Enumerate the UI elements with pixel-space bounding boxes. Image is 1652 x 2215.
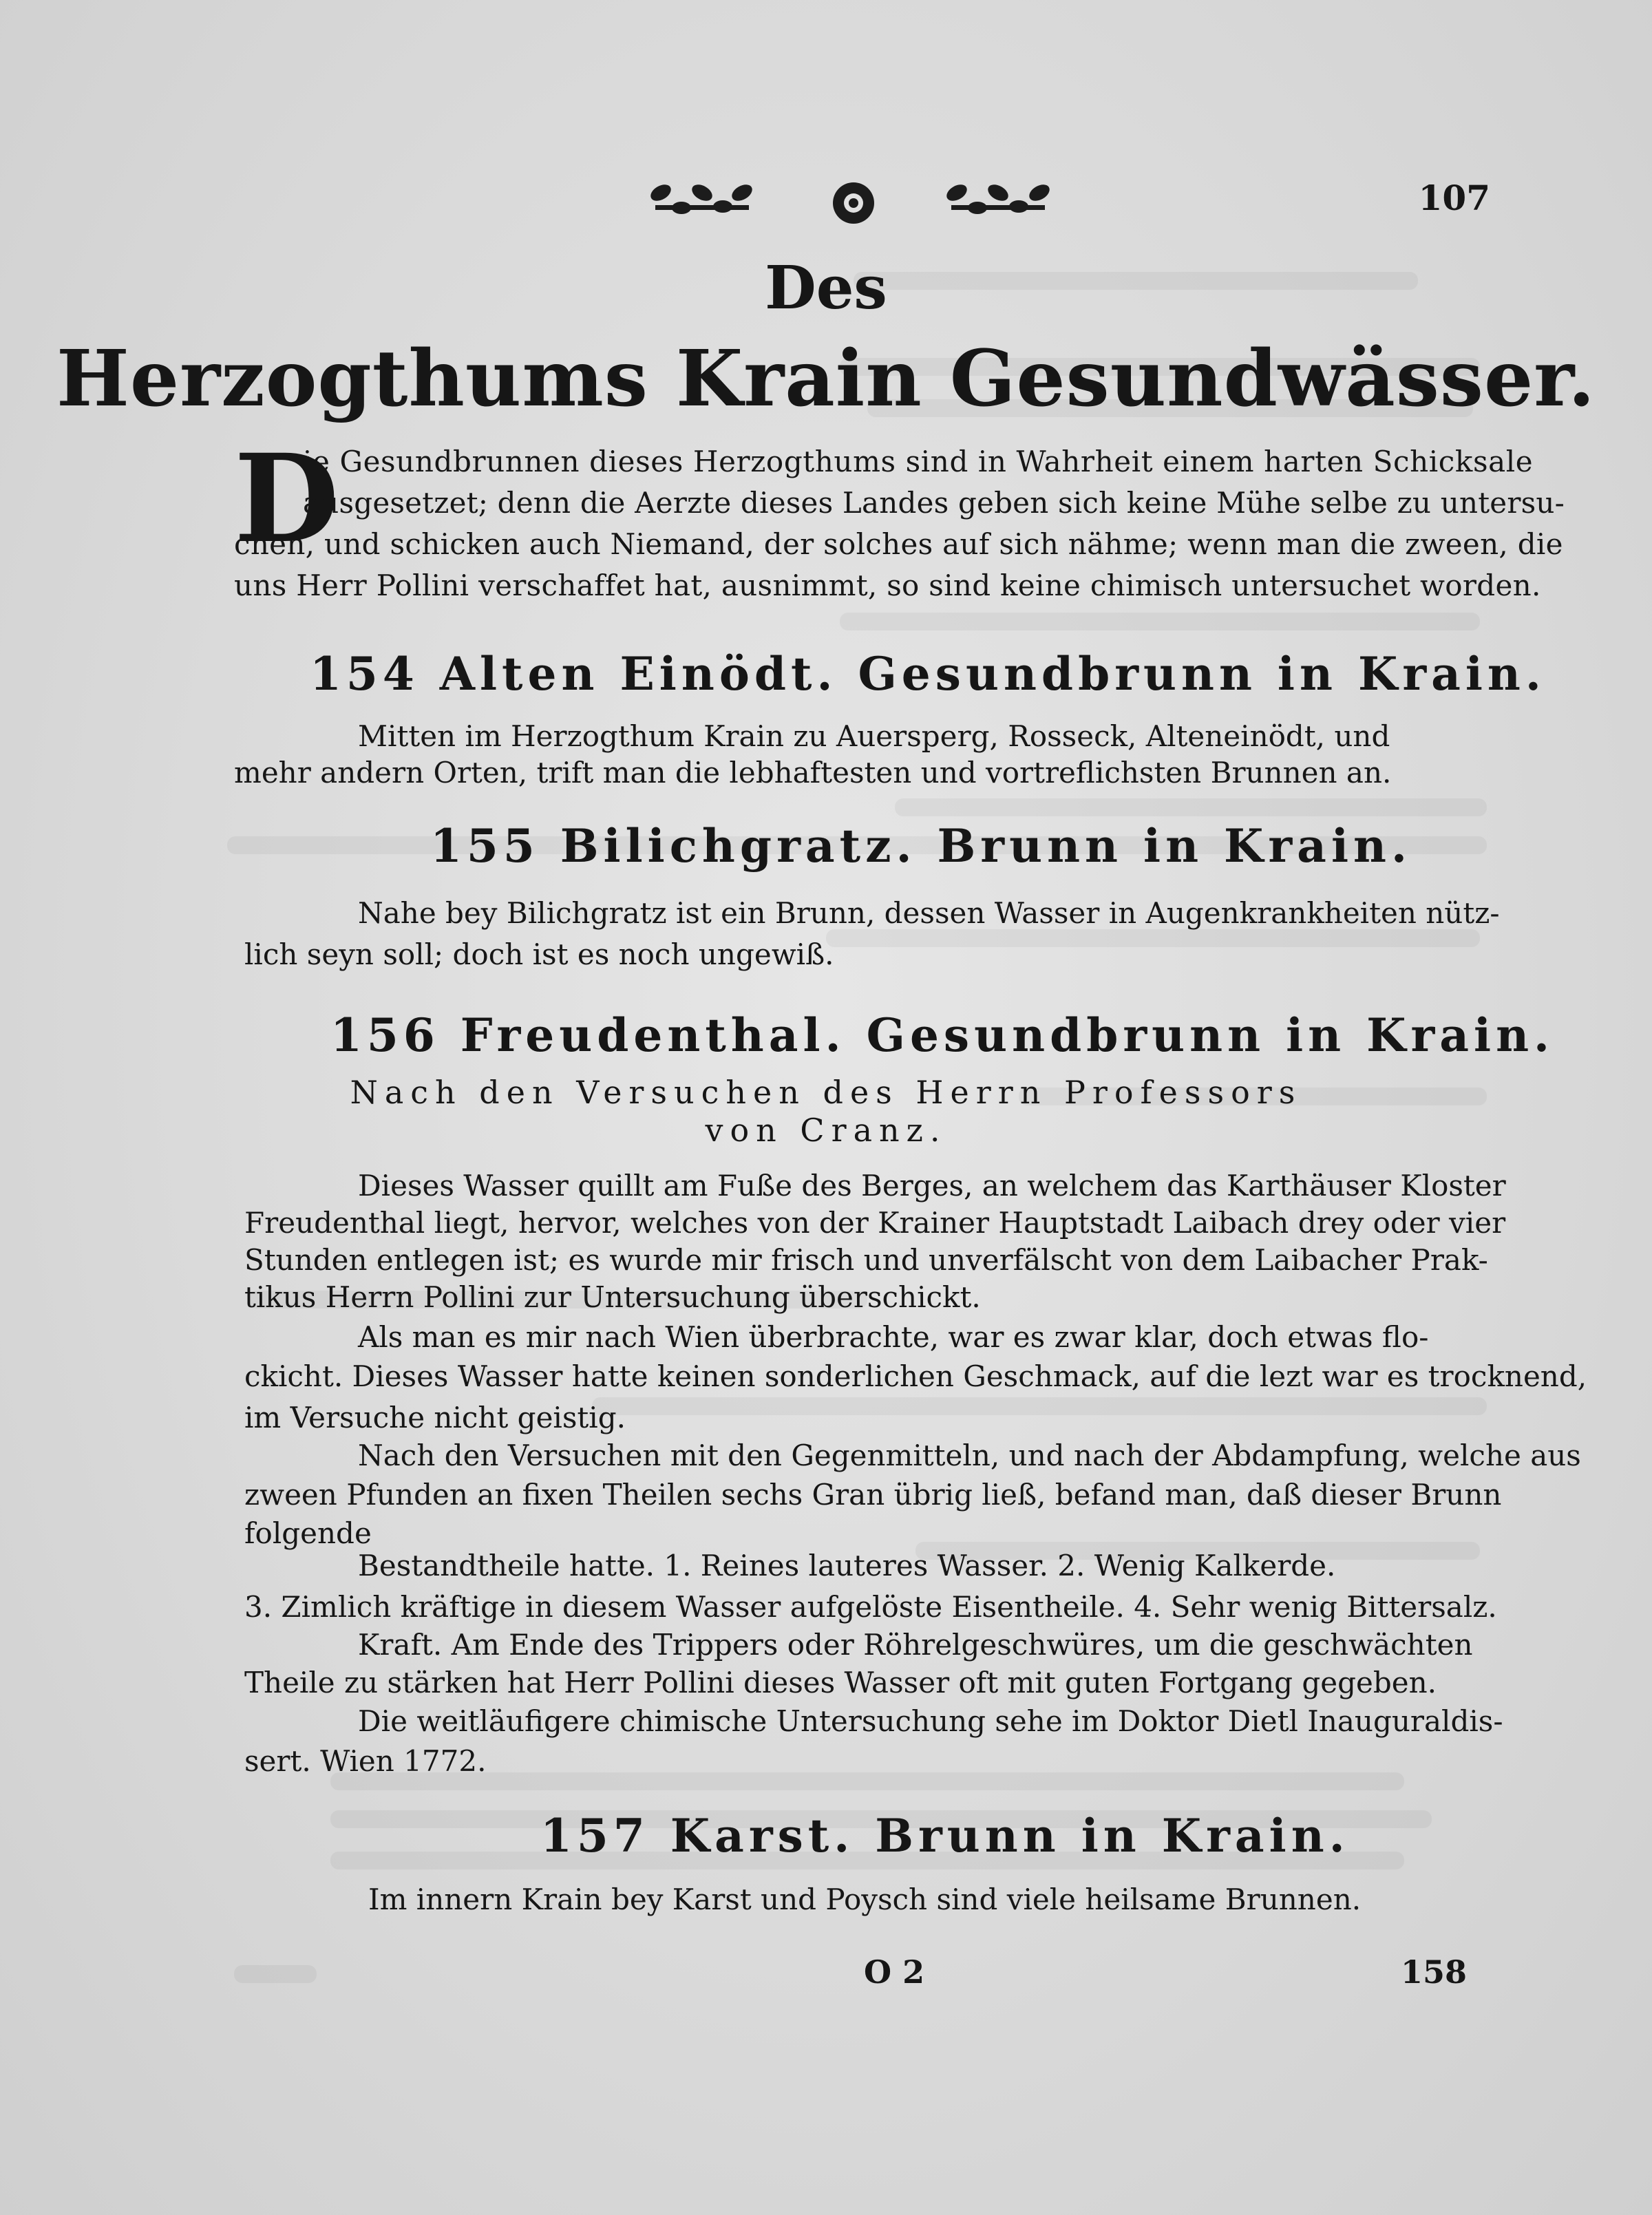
- text-line: Als man es mir nach Wien überbrachte, war es zwar klar, doch etwas flo-: [358, 1320, 1429, 1354]
- text-line: folgende: [244, 1516, 372, 1550]
- text-line: tikus Herrn Pollini zur Untersuchung überschickt.: [244, 1280, 981, 1314]
- text-line: mehr andern Orten, trift man die lebhaftesten und vortreflichsten Brunnen an.: [234, 756, 1392, 789]
- text-line: ausgesetzet; denn die Aerzte dieses Landes geben sich keine Mühe selbe zu untersu-: [303, 486, 1565, 520]
- text-line: Mitten im Herzogthum Krain zu Auersperg, Rosseck, Alteneinödt, und: [358, 719, 1390, 753]
- page-number: 107: [1418, 178, 1490, 218]
- text-line: Im innern Krain bey Karst und Poysch sind viele heilsame Brunnen.: [368, 1883, 1362, 1916]
- left-fleuron-icon: [648, 181, 755, 214]
- text-line: ckicht. Dieses Wasser hatte keinen sonderlichen Geschmack, auf die lezt war es trocknend,: [244, 1359, 1587, 1393]
- section-subheading: Nach den Versuchen des Herrn Professors: [350, 1074, 1302, 1111]
- text-line: Nach den Versuchen mit den Gegenmitteln, und nach der Abdampfung, welche aus: [358, 1439, 1581, 1472]
- headpiece-ornament: [647, 165, 1074, 241]
- text-line: ie Gesundbrunnen dieses Herzogthums sind in Wahrheit einem harten Schicksale: [303, 445, 1534, 478]
- intro-paragraph: [234, 427, 1565, 613]
- text-line: im Versuche nicht geistig.: [244, 1401, 626, 1434]
- text-line: chen, und schicken auch Niemand, der solches auf sich nähme; wenn man die zween, die: [234, 527, 1563, 561]
- drop-cap: D: [234, 427, 339, 570]
- text-line: sert. Wien 1772.: [244, 1744, 487, 1778]
- signature-mark: O 2: [864, 1953, 925, 1991]
- right-fleuron-icon: [944, 181, 1052, 214]
- title-line-1: Des: [765, 253, 887, 323]
- section-heading-155: 155 Bilichgratz. Brunn in Krain.: [430, 819, 1412, 873]
- text-line: zween Pfunden an fixen Theilen sechs Gran übrig ließ, befand man, daß dieser Brunn: [244, 1478, 1502, 1512]
- rosette-icon: [833, 182, 874, 224]
- text-line: Stunden entlegen ist; es wurde mir frisch und unverfälscht von dem Laibacher Prak-: [244, 1243, 1488, 1277]
- text-line: Freudenthal liegt, hervor, welches von der Krainer Hauptstadt Laibach drey oder vier: [244, 1206, 1506, 1240]
- text-line: lich seyn soll; doch ist es noch ungewiß.: [244, 937, 834, 971]
- title-line-2: Herzogthums Krain Gesundwässer.: [56, 334, 1596, 424]
- text-line: Bestandtheile hatte. 1. Reines lauteres Wasser. 2. Wenig Kalkerde.: [358, 1549, 1336, 1582]
- catchword: 158: [1401, 1953, 1468, 1991]
- text-line: uns Herr Pollini verschaffet hat, ausnimmt, so sind keine chimisch untersuchet worden.: [234, 569, 1541, 602]
- text-line: 3. Zimlich kräftige in diesem Wasser aufgelöste Eisentheile. 4. Sehr wenig Bittersalz.: [244, 1590, 1497, 1624]
- text-line: Theile zu stärken hat Herr Pollini dieses Wasser oft mit guten Fortgang gegeben.: [244, 1666, 1437, 1699]
- section-heading-157: 157 Karst. Brunn in Krain.: [540, 1809, 1350, 1863]
- section-heading-156: 156 Freudenthal. Gesundbrunn in Krain.: [330, 1008, 1555, 1062]
- text-line: Kraft. Am Ende des Trippers oder Röhrelgeschwüres, um die geschwächten: [358, 1628, 1473, 1662]
- section-subheading: von Cranz.: [705, 1112, 947, 1149]
- text-line: Die weitläufigere chimische Untersuchung sehe im Doktor Dietl Inauguraldis-: [358, 1704, 1503, 1738]
- text-line: Dieses Wasser quillt am Fuße des Berges, an welchem das Karthäuser Kloster: [358, 1169, 1506, 1202]
- text-line: Nahe bey Bilichgratz ist ein Brunn, dessen Wasser in Augenkrankheiten nütz-: [358, 896, 1500, 930]
- section-heading-154: 154 Alten Einödt. Gesundbrunn in Krain.: [310, 647, 1546, 701]
